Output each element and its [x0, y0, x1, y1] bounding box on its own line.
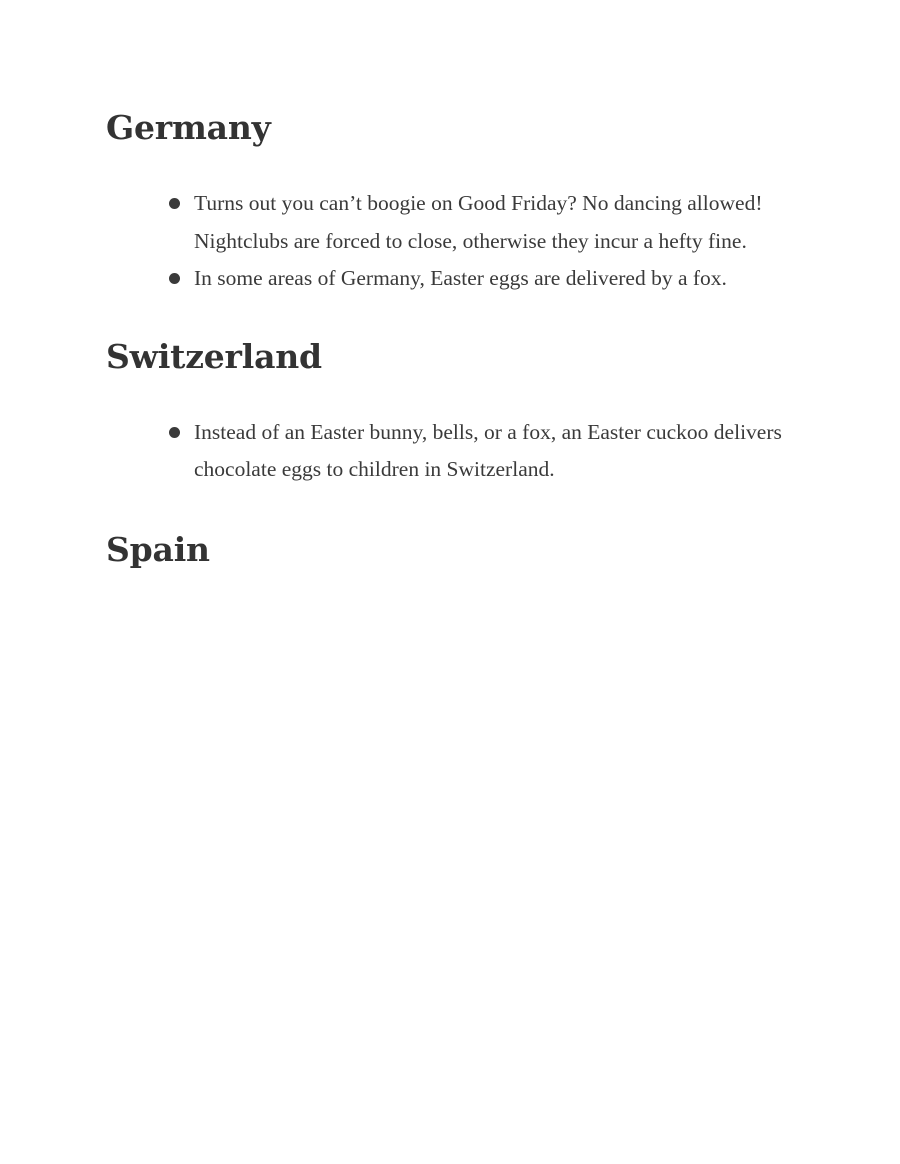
heading-germany: Germany — [106, 108, 271, 147]
list-item — [106, 185, 784, 260]
switzerland-bullet-list — [106, 414, 806, 489]
bullet-text: In some areas of Germany, Easter eggs are delivered by a fox. — [194, 266, 727, 290]
document-content — [106, 104, 806, 574]
heading-switzerland: Switzerland — [106, 336, 322, 376]
bullet-text: Instead of an Easter bunny, bells, or a fox, an Easter cuckoo delivers chocolate eggs to children in Switzerland. — [194, 419, 782, 481]
bullet-icon — [169, 427, 180, 438]
bullet-icon — [169, 198, 180, 209]
bullet-icon — [169, 273, 180, 284]
bullet-text: Turns out you can’t boogie on Good Friday? No dancing allowed! Nightclubs are forced to close, otherwise they incur a hefty fine. — [194, 191, 763, 253]
germany-bullet-list — [106, 185, 806, 298]
list-item — [106, 260, 784, 298]
list-item — [106, 414, 784, 489]
heading-spain: Spain — [106, 529, 210, 569]
